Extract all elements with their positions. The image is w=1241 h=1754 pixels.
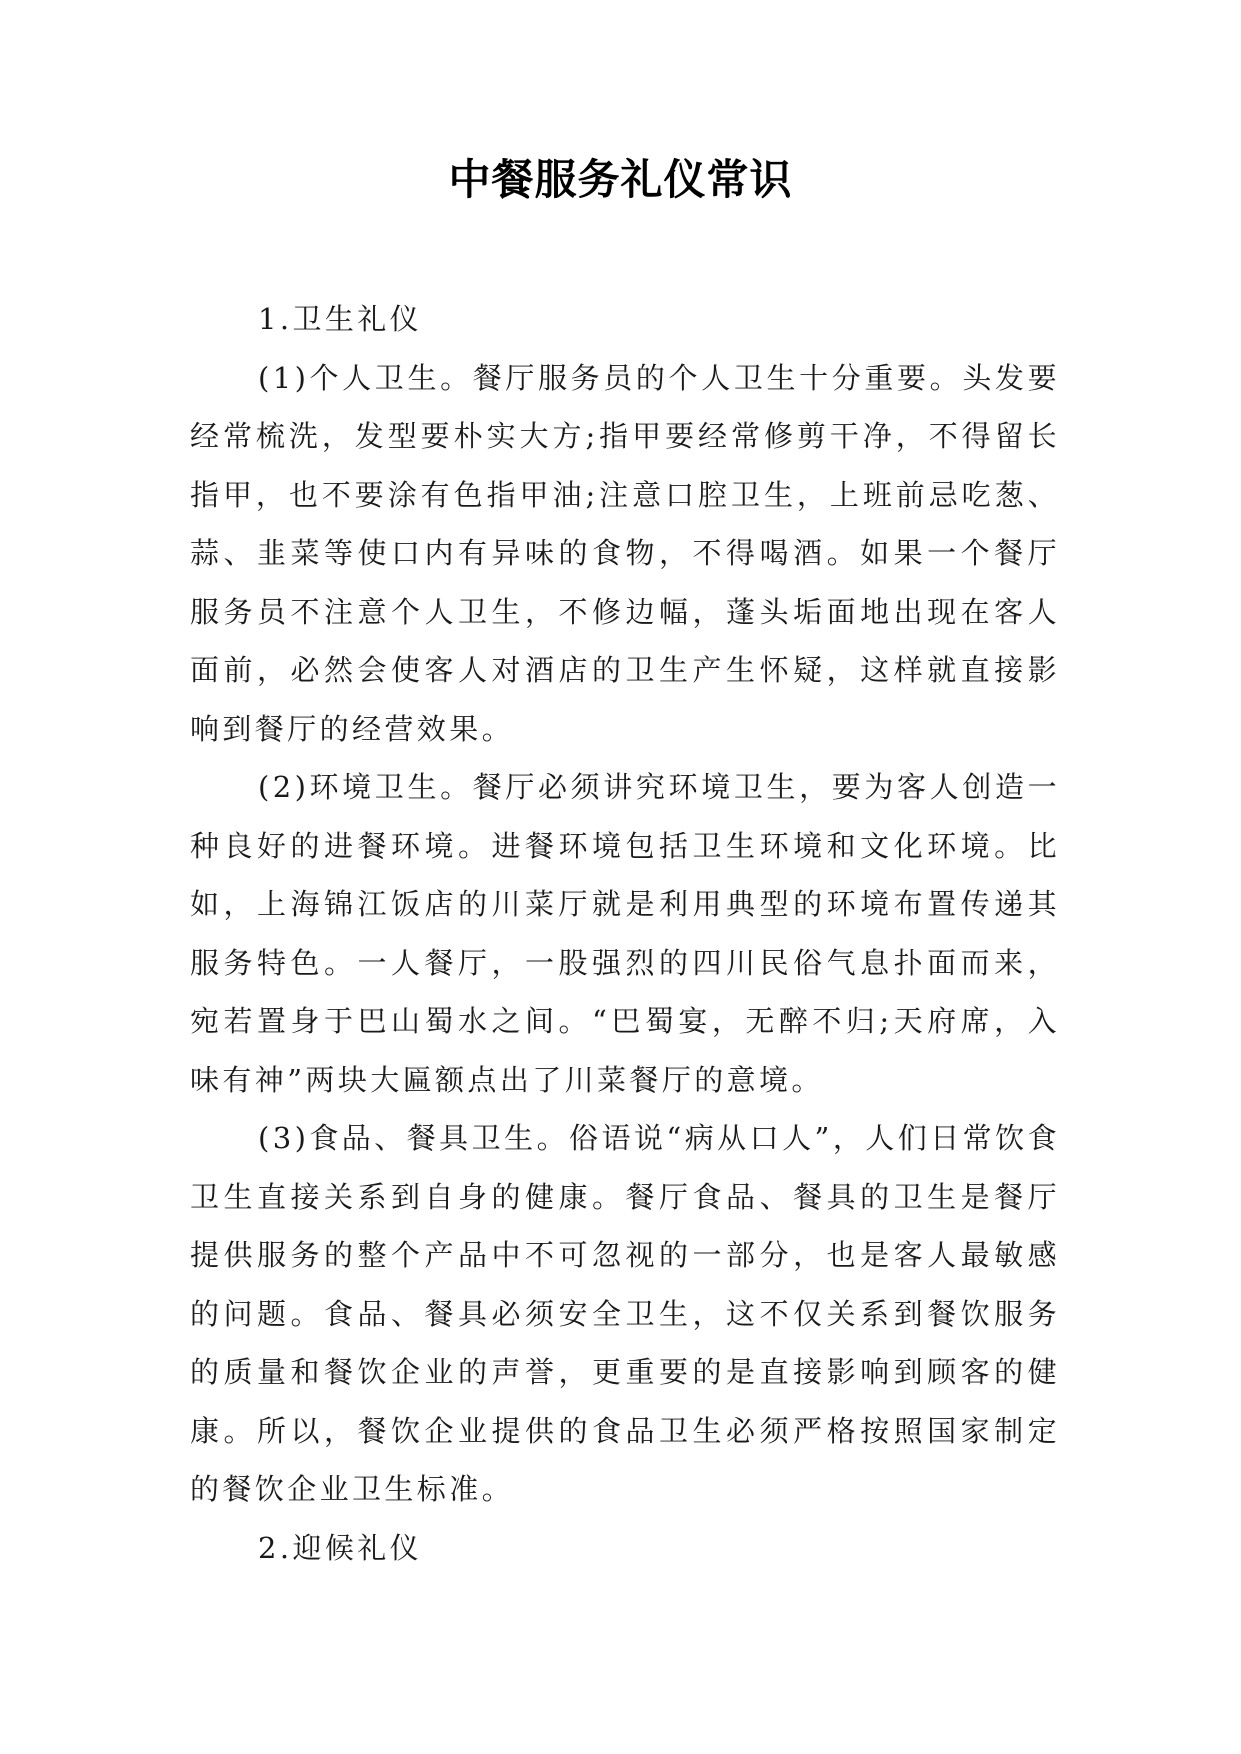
section-heading-hygiene: 1.卫生礼仪	[258, 302, 423, 336]
section-heading-greeting: 2.迎候礼仪	[258, 1530, 423, 1565]
paragraph-food-tableware-hygiene: (3)食品、餐具卫生。俗语说“病从口人”，人们日常饮食卫生直接关系到自身的健康。餐厅食品、餐具的卫生是餐厅提供服务的整个产品中不可忽视的一部分，也是客人最敏感的问题。食品、餐具必须安全卫生，这不仅关系到餐饮服务的质量和餐饮企业的声誉，更重要的是直接影响到顾客的健康。所以，餐饮企业提供的食品卫生必须严格按照国家制定的餐饮企业卫生标准。	[190, 1121, 1060, 1506]
document-body	[190, 290, 1060, 1577]
paragraph-environment-hygiene: (2)环境卫生。餐厅必须讲究环境卫生，要为客人创造一种良好的进餐环境。进餐环境包括卫生环境和文化环境。比如，上海锦江饭店的川菜厅就是利用典型的环境布置传递其服务特色。一人餐厅，一股强烈的四川民俗气息扑面而来，宛若置身于巴山蜀水之间。“巴蜀宴，无醉不归;天府席，入味有神”两块大匾额点出了川菜餐厅的意境。	[190, 770, 1060, 1097]
document-title: 中餐服务礼仪常识	[448, 155, 793, 204]
paragraph-personal-hygiene: (1)个人卫生。餐厅服务员的个人卫生十分重要。头发要经常梳洗，发型要朴实大方;指甲要经常修剪干净，不得留长指甲，也不要涂有色指甲油;注意口腔卫生，上班前忌吃葱、蒜、韭菜等使口内有异味的食物，不得喝酒。如果一个餐厅服务员不注意个人卫生，不修边幅，蓬头垢面地出现在客人面前，必然会使客人对酒店的卫生产生怀疑，这样就直接影响到餐厅的经营效果。	[190, 360, 1060, 746]
